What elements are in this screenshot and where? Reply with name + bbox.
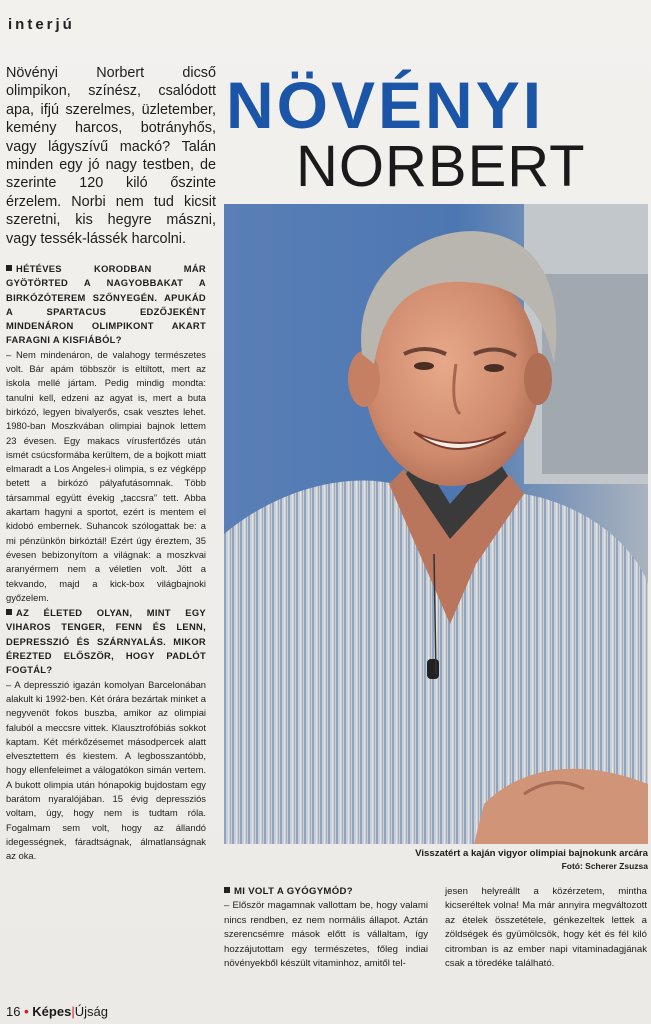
interview-answer-continued: jesen helyreállt a közérzetem, mintha kicseréltek volna! Ma már annyira megváltozott az ételek összetétele, génkezeltek lettek a zöldségek és gyümölcsök, hogy két és fél kiló citromban is az ember napi vitaminadagjának csak a töredéke található. bbox=[445, 886, 647, 970]
page-number: 16 bbox=[6, 1004, 21, 1019]
headline-last-name: NORBERT bbox=[296, 134, 586, 199]
magazine-brand: Képes bbox=[32, 1004, 72, 1019]
lead-paragraph: Növényi Norbert dicső olimpikon, színész, csalódott apa, ifjú szerelmes, üzletember, kemény harcos, botrányhős, vagy lágyszívű mackó? Talán minden egy jó nagy testben, de szerinte 120 kiló őszinte érzelem. Norbi nem tud kicsit szeretni, kis hegyre mászni, vagy tessék-lássék harcolni. bbox=[6, 65, 216, 247]
interview-question: MI VOLT A GYÓGYMÓD? bbox=[224, 885, 428, 899]
bullet-square-icon bbox=[224, 887, 230, 893]
magazine-subtitle: Újság bbox=[74, 1004, 108, 1019]
interview-answer: – Nem mindenáron, de valahogy természetes volt. Bár apám többször is eltiltott, mert az iskola mellé jártam. Pedig mindig mondta: tanulni kell, edzeni az agyat is, mert a buta birkózó, legyen bivalyerős, csak vesztes lehet. 1980-ban Moszkvában olimpiai bajnok lettem 23 évesen. Egy makacs vírusfertőzés után ismét csúcsformába kerültem, de a bojkott miatt elmaradt a Los Angeles-i olimpia, s ez végképp betett a birkózó pályafutásomnak. Több társammal együtt évekig „taccsra” tett. Abba akartam hagyni a sportot, ezért is mentem el kidobó embernek. Suhancok szólogattak be: a mi pénzünkön birkóztál! Ezért úgy éreztem, 35 évesen bebizonyítom a világnak: a moszkvai aranyérmem nem a véletlen volt. Jött a tekvando, majd a kick-box világbajnoki győzelem. bbox=[6, 348, 206, 603]
article-column-3 bbox=[445, 885, 647, 971]
portrait-photo bbox=[224, 204, 648, 844]
section-label: interjú bbox=[8, 16, 75, 33]
bullet-square-icon bbox=[6, 609, 12, 615]
headline-first-name: NÖVÉNYI bbox=[226, 68, 545, 142]
bullet-square-icon bbox=[6, 265, 12, 271]
interview-answer: – A depresszió igazán komolyan Barcelonában alakult ki 1992-ben. Két órára bezártak minket a negyvenöt fokos buszba, amikor az olimpiai faluból a meccsre vittek. Klausztrofóbiás sokkot kaptam. Két mérkőzésemet másodpercek alatt elvesztettem és kiestem. A legbosszantóbb, hogy ellenfeleimet a válogatókon simán vertem. A bukott olimpia után hónapokig bujdostam egy barátom nyaralójában. 15 évig depressziós voltam, úgy, hogy nem is tudtam róla. Fogalmam sem volt, hogy az állandó idegességnek, fáradtságnak, álmatlanságnak az oka. bbox=[6, 678, 206, 862]
interview-question: AZ ÉLETED OLYAN, MINT EGY VIHAROS TENGER, FENN ÉS LENN, DEPRESSZIÓ ÉS SZÁRNYALÁS. MIKOR ÉREZTED ELŐSZÖR, HOGY PADLÓT FOGTÁL? bbox=[6, 607, 206, 676]
bullet-dot-icon: • bbox=[24, 1004, 29, 1019]
interview-answer: – Először magamnak vallottam be, hogy valami nincs rendben, ez nem normális állapot. Aztán szerencsémre mások előtt is vállaltam, így hozzájutottam egy természetes, főleg indiai növényekből készült vitaminhoz, amitől tel- bbox=[224, 900, 428, 970]
interview-question: HÉTÉVES KORODBAN MÁR GYÖTÖRTED A NAGYOBBAKAT A BIRKÓZÓTEREM SZŐNYEGÉN. APUKÁD A SPARTACUS EDZŐJEKÉNT MINDENÁRON OLIMPIKONT AKART FARAGNI A KISFIÁBÓL? bbox=[6, 263, 206, 346]
photo-caption bbox=[224, 848, 648, 872]
divider: | bbox=[71, 1004, 75, 1019]
photo-credit: Fotó: Scherer Zsuzsa bbox=[561, 861, 648, 871]
article-column-2 bbox=[224, 885, 428, 971]
caption-text: Visszatért a kaján vigyor olimpiai bajnokunk arcára bbox=[415, 848, 648, 859]
page-footer bbox=[6, 1004, 108, 1019]
article-column-1 bbox=[6, 262, 206, 863]
